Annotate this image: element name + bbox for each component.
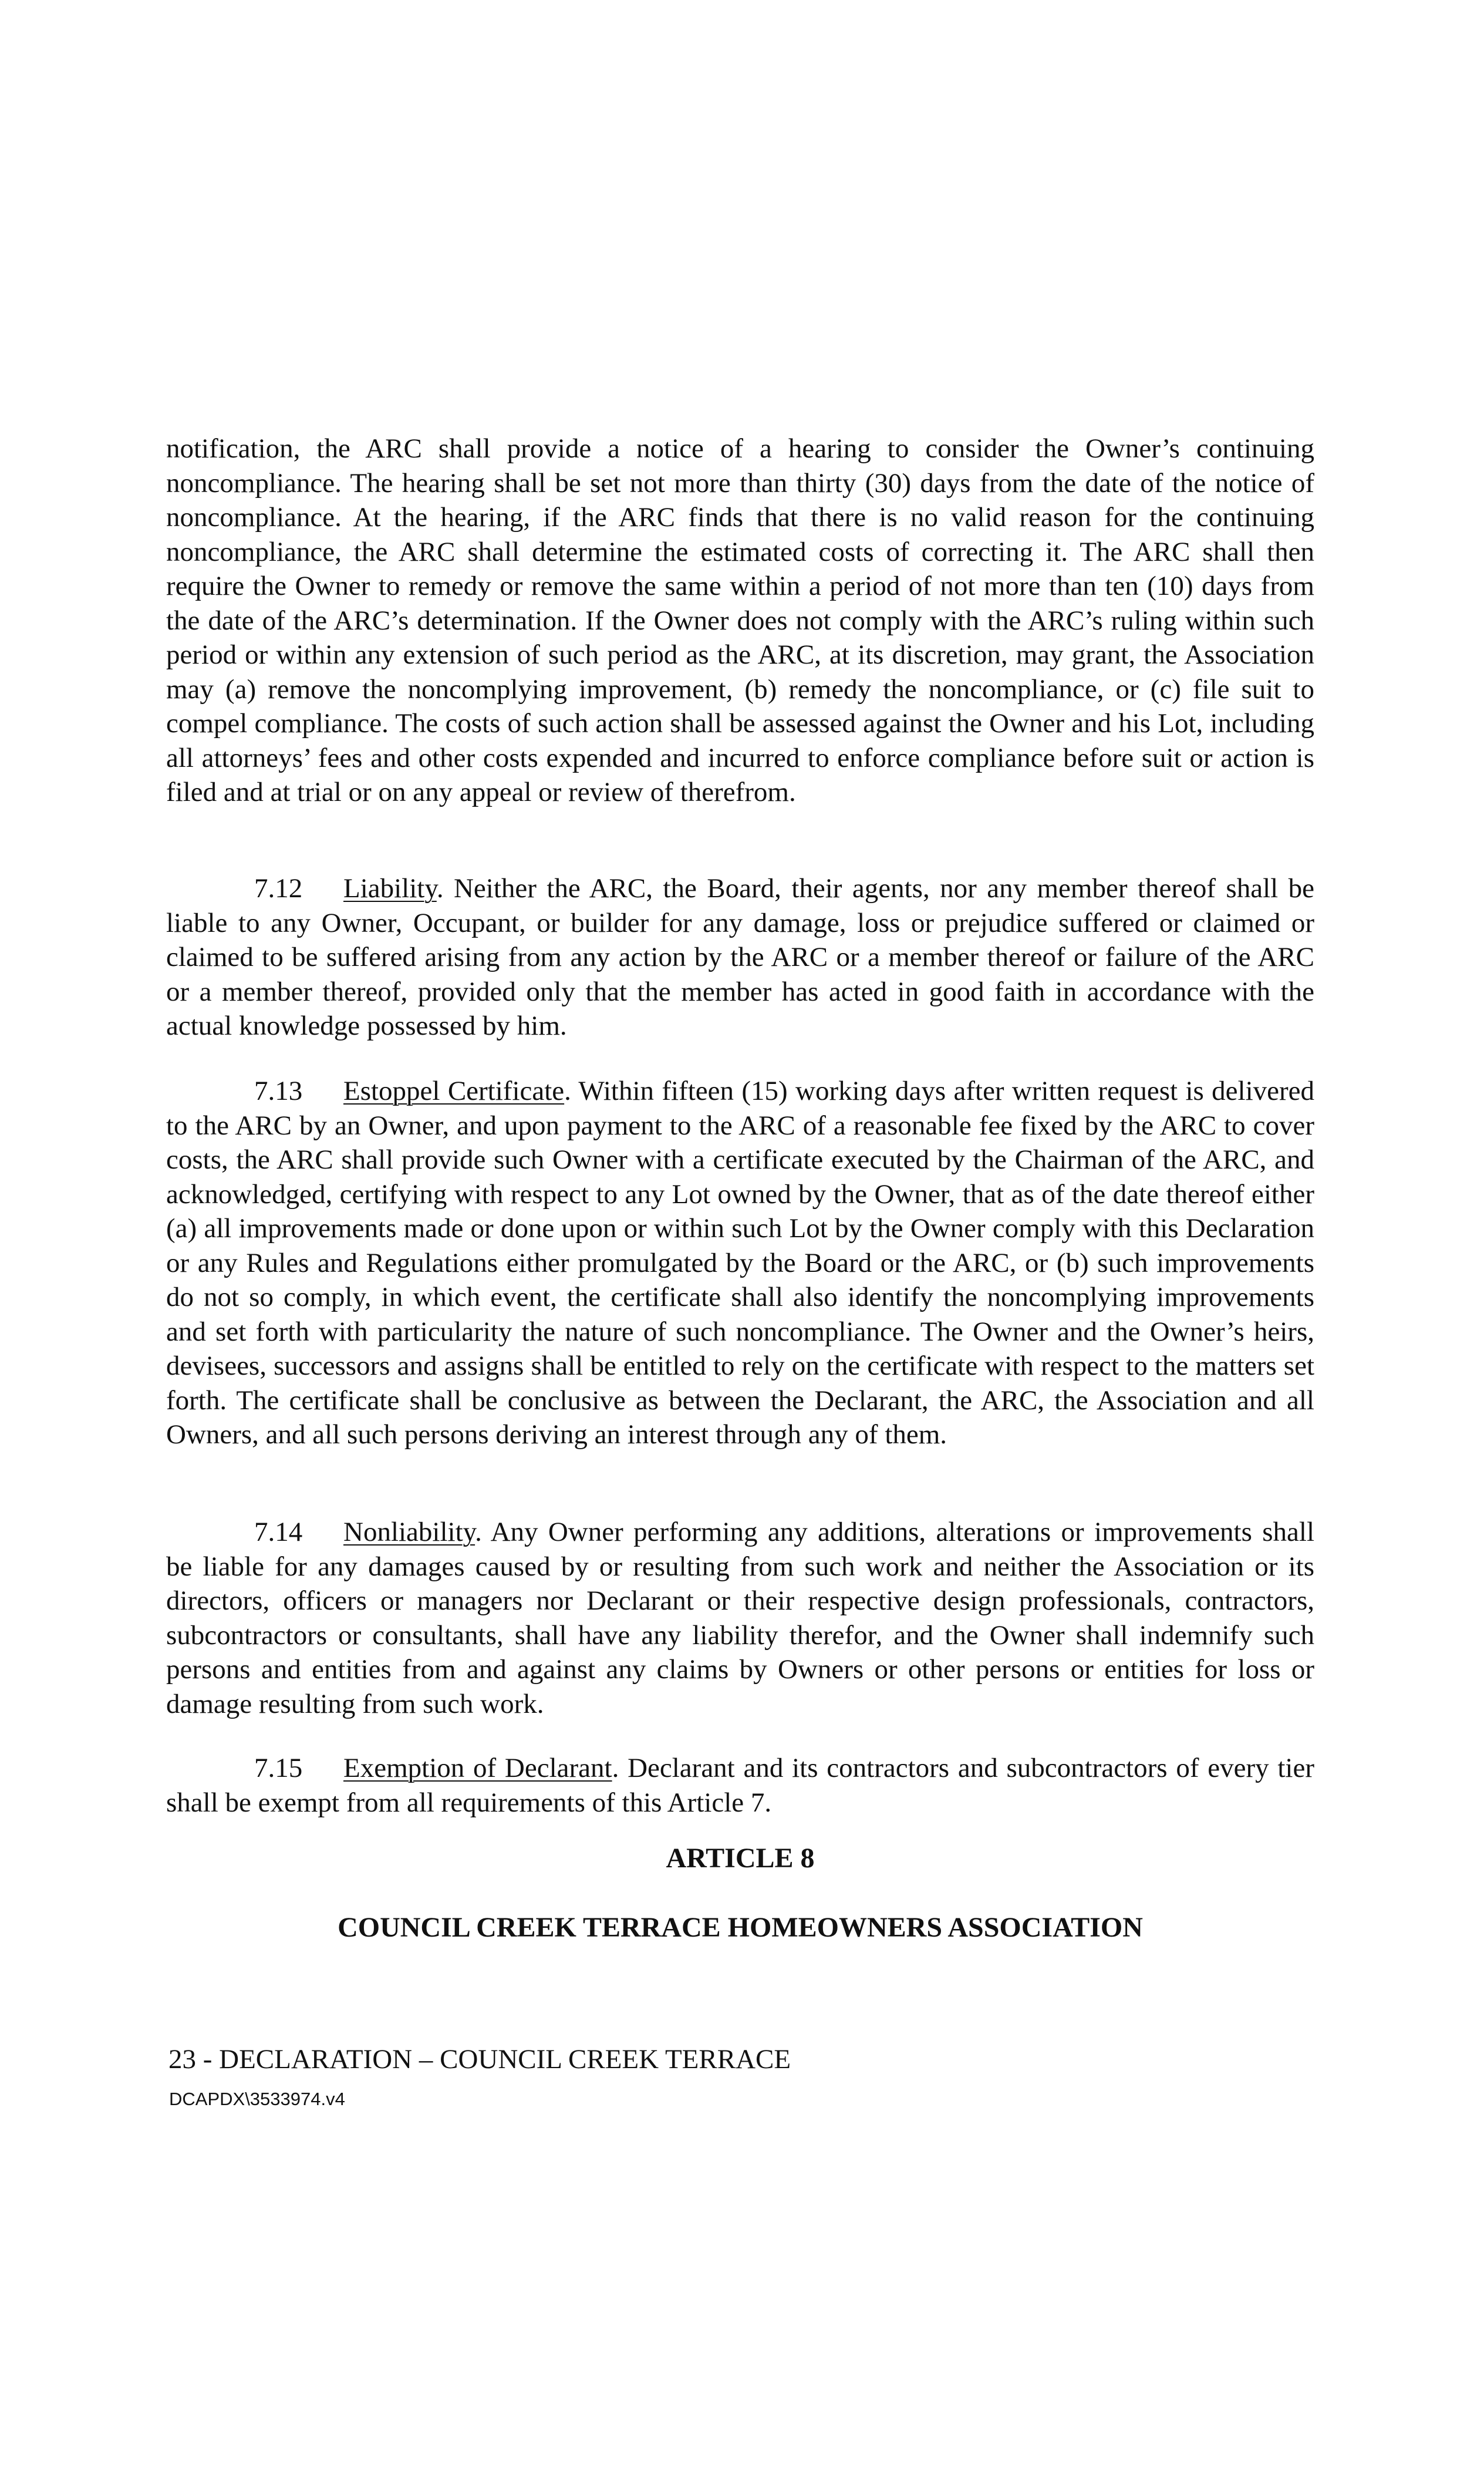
page-footer: 23 - DECLARATION – COUNCIL CREEK TERRACE (168, 2044, 791, 2075)
section-title: Liability (343, 873, 437, 904)
section-body: . Within fifteen (15) working days after written request is delivered to the ARC by an Owner, and upon payment to the ARC of a reasonable fee fixed by the ARC to cover costs, the ARC shall provide such Owner with a certificate executed by the Chairman of the ARC, and acknowledged, certifying with respect to any Lot owned by the Owner, that as of the date thereof either (a) all improvements made or done upon or within such Lot by the Owner comply with this Declaration or any Rules and Regulations either promulgated by the Board or the ARC, or (b) such improvements do not so comply, in which event, the certificate shall also identify the noncomplying improvements and set forth with particularity the nature of such noncompliance. The Owner and the Owner’s heirs, devisees, successors and assigns shall be entitled to rely on the certificate with respect to the matters set forth. The certificate shall be conclusive as between the Declarant, the ARC, the Association and all Owners, and all such persons deriving an interest through any of them. (166, 1076, 1314, 1450)
section-title: Exemption of Declarant (343, 1753, 612, 1783)
section-number: 7.13 (254, 1076, 303, 1106)
section-number: 7.12 (254, 873, 303, 904)
section-body: . Neither the ARC, the Board, their agents, nor any member thereof shall be liable to any Owner, Occupant, or builder for any damage, loss or prejudice suffered or claimed or claimed to be suffered arising from any action by the ARC or a member thereof or failure of the ARC or a member thereof, provided only that the member has acted in good faith in accordance with the actual knowledge possessed by him. (166, 873, 1314, 1041)
section-body: . Declarant and its contractors and subcontractors of every tier shall be exempt from all requirements of this Article 7. (166, 1753, 1314, 1818)
section-body: . Any Owner performing any additions, alterations or improvements shall be liable for any damages caused by or resulting from such work and neither the Association or its directors, officers or managers nor Declarant or their respective design professionals, contractors, subcontractors or consultants, shall have any liability therefor, and the Owner shall indemnify such persons and entities from and against any claims by Owners or other persons or entities for loss or damage resulting from such work. (166, 1517, 1314, 1719)
section-7-14-paragraph (166, 1515, 1314, 1721)
section-7-12-paragraph (166, 871, 1314, 1043)
continuation-paragraph: notification, the ARC shall provide a notice of a hearing to consider the Owner’s continuing noncompliance. The hearing shall be set not more than thirty (30) days from the date of the notice of noncompliance. At the hearing, if the ARC finds that there is no valid reason for the continuing noncompliance, the ARC shall determine the estimated costs of correcting it. The ARC shall then require the Owner to remedy or remove the same within a period of not more than ten (10) days from the date of the ARC’s determination. If the Owner does not comply with the ARC’s ruling within such period or within any extension of such period as the ARC, at its discretion, may grant, the Association may (a) remove the noncomplying improvement, (b) remedy the noncompliance, or (c) file suit to compel compliance. The costs of such action shall be assessed against the Owner and his Lot, including all attorneys’ fees and other costs expended and incurred to enforce compliance before suit or action is filed and at trial or on any appeal or review of therefrom. (166, 433, 1314, 807)
section-number: 7.15 (254, 1753, 303, 1783)
article-heading: ARTICLE 8 (666, 1843, 815, 1874)
section-title: Nonliability (343, 1517, 475, 1547)
article-title: COUNCIL CREEK TERRACE HOMEOWNERS ASSOCIATION (338, 1912, 1143, 1943)
section-7-15-paragraph (166, 1751, 1314, 1820)
section-7-13-paragraph (166, 1074, 1314, 1452)
document-code: DCAPDX\3533974.v4 (169, 2089, 345, 2109)
section-number: 7.14 (254, 1517, 303, 1547)
section-title: Estoppel Certificate (343, 1076, 565, 1106)
